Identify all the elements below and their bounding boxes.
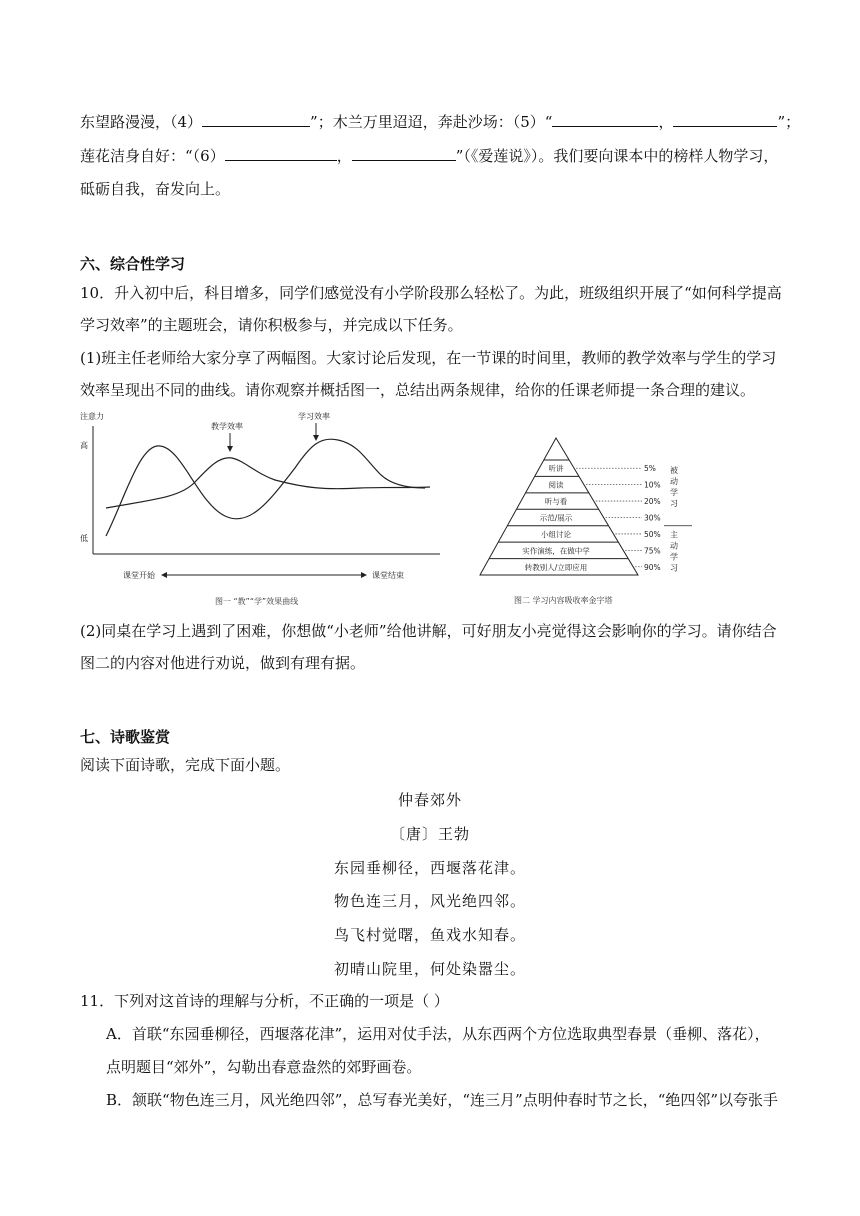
- text-segment: ”；: [777, 113, 801, 131]
- active-learning-label: 动: [670, 541, 678, 551]
- answer-blank-5a[interactable]: [552, 111, 658, 127]
- answer-blank-6b[interactable]: [352, 145, 456, 161]
- class-start-label: 课堂开始: [123, 571, 155, 580]
- poem-line-2: 物色连三月，风光绝四邻。: [333, 892, 526, 910]
- pyramid-level-label: 示范/展示: [539, 513, 573, 523]
- poem-line-1: 东园垂柳径，西堰落花津。: [333, 859, 526, 877]
- text-segment: ”；木兰万里迢迢，奔赴沙场：（5）“: [310, 113, 553, 131]
- pyramid-level-percent: 90%: [644, 562, 661, 572]
- q11-stem: 11．下列对这首诗的理解与分析，不正确的一项是（ ）: [80, 992, 449, 1010]
- passive-learning-label: 动: [670, 477, 678, 486]
- pyramid-level-label: 听讲: [548, 464, 564, 474]
- answer-blank-6a[interactable]: [225, 145, 337, 161]
- figure1-caption: 图一 “教”“学”效果曲线: [215, 597, 299, 606]
- figure2-pyramid: [470, 430, 700, 610]
- pyramid-level-label: 实作演练，在做中学: [522, 546, 590, 556]
- teach-efficiency-label: 教学效率: [211, 422, 243, 431]
- pyramid-level-percent: 20%: [644, 497, 661, 507]
- figure2-caption: 图二 学习内容吸收率金字塔: [514, 596, 613, 605]
- poem-intro: 阅读下面诗歌，完成下面小题。: [80, 756, 291, 774]
- active-learning-label: 学: [670, 552, 678, 562]
- pyramid-level-label: 小组讨论: [541, 529, 571, 539]
- pyramid-level-percent: 5%: [644, 464, 656, 474]
- section-7-heading: 七、诗歌鉴赏: [80, 728, 171, 746]
- section-6-heading: 六、综合性学习: [80, 255, 186, 273]
- q10-text-1: 10．升入初中后，科目增多，同学们感觉没有小学阶段那么轻松了。为此，班级组织开展了“如何科学提高: [80, 284, 782, 302]
- q10-1-text-1: (1)班主任老师给大家分享了两幅图。大家讨论后发现，在一节课的时间里，教师的教学效率与学生的学习: [80, 349, 777, 367]
- pyramid-level-percent: 75%: [644, 546, 661, 556]
- pyramid-level-percent: 30%: [644, 513, 661, 523]
- passive-learning-label: 学: [670, 488, 678, 497]
- q10-text-2: 学习效率”的主题班会，请你积极参与，并完成以下任务。: [80, 316, 463, 334]
- text-segment: ，: [658, 113, 674, 131]
- pyramid-level-label: 转教别人/立即应用: [524, 562, 588, 572]
- q10-2-text-1: (2)同桌在学习上遇到了困难，你想做“小老师”给他讲解，可好朋友小亮觉得这会影响你的学习。请你结合: [80, 622, 777, 640]
- fill-line-2: [80, 145, 778, 167]
- text-segment: ”（《爱莲说》）。我们要向课本中的榜样人物学习，: [455, 147, 779, 165]
- poem-author: 〔唐〕王勃: [389, 825, 470, 843]
- pyramid-level-percent: 50%: [644, 529, 661, 539]
- fill-line-1: [80, 111, 800, 133]
- active-learning-label: 习: [670, 563, 678, 573]
- class-end-label: 课堂结束: [372, 571, 404, 580]
- text-segment: 东望路漫漫，（4）: [80, 113, 203, 131]
- pyramid-side-labels: [664, 465, 692, 573]
- option-a-line-1[interactable]: A．首联“东园垂柳径，西堰落花津”，运用对仗手法，从东西两个方位选取典型春景（垂柳、落花），: [106, 1025, 770, 1043]
- figure1-high-label: 高: [80, 441, 88, 450]
- figure1-low-label: 低: [80, 534, 88, 543]
- poem-title: 仲春郊外: [397, 791, 462, 809]
- learn-efficiency-label: 学习效率: [298, 412, 330, 421]
- option-b-line-1[interactable]: B．颔联“物色连三月，风光绝四邻”，总写春光美好，“连三月”点明仲春时节之长，“绝四邻”以夸张手: [106, 1091, 779, 1109]
- passive-learning-label: 习: [670, 499, 678, 508]
- active-learning-label: 主: [670, 530, 678, 540]
- q10-2-text-2: 图二的内容对他进行劝说，做到有理有据。: [80, 654, 366, 672]
- answer-blank-4[interactable]: [202, 111, 310, 127]
- text-segment: 莲花洁身自好：“（6）: [80, 147, 225, 165]
- poem-line-4: 初晴山院里，何处染嚣尘。: [333, 960, 526, 978]
- passive-learning-label: 被: [670, 466, 678, 475]
- pyramid-level-percent: 10%: [644, 480, 661, 490]
- text-segment: ，: [336, 147, 352, 165]
- answer-blank-5b[interactable]: [673, 111, 777, 127]
- figure1-y-label: 注意力: [80, 412, 104, 421]
- pyramid-level-label: 阅读: [548, 480, 564, 490]
- figure1-chart: [70, 408, 450, 608]
- fill-line-3: 砥砺自我，奋发向上。: [80, 180, 231, 198]
- option-a-line-2: 点明题目“郊外”，勾勒出春意盎然的郊野画卷。: [106, 1058, 422, 1076]
- poem-line-3: 鸟飞村觉曙，鱼戏水知春。: [333, 926, 526, 944]
- pyramid-level-label: 听与看: [544, 497, 568, 507]
- q10-1-text-2: 效率呈现出不同的曲线。请你观察并概括图一，总结出两条规律，给你的任课老师提一条合理的建议。: [80, 381, 756, 399]
